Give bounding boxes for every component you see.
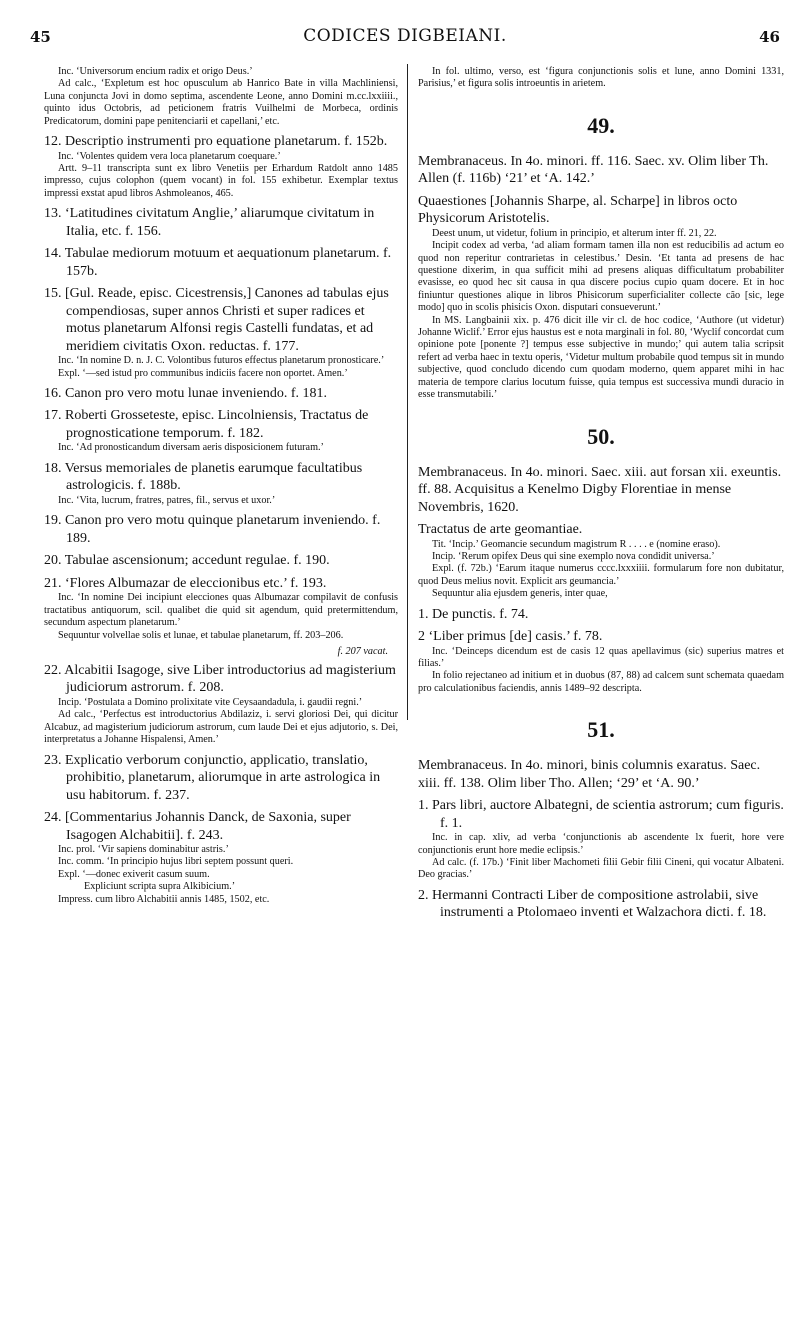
- work-title: Quaestiones [Johannis Sharpe, al. Scharpe] in libros octo Physicorum Aristotelis.: [418, 193, 738, 227]
- entry-1: 1. De punctis. f. 74.: [418, 606, 529, 622]
- entry-21: 21. ‘Flores Albumazar de eleccionibus etc.’ f. 193.: [44, 575, 327, 591]
- incipit-note: Inc. ‘Ad pronosticandum diversam aeris disposicionem futuram.’: [58, 442, 324, 454]
- incipit-note: Inc. ‘Deinceps dicendum est de casis 12 quas apellavimus (sic) superius matres et filias.’: [418, 645, 784, 669]
- entry-17: 17. Roberti Grosseteste, episc. Lincolniensis, Tractatus de prognosticatione temporum. f. 182.: [44, 408, 369, 441]
- entry-1: 1. Pars libri, auctore Albategni, de scientia astrorum; cum figuris. f. 1.: [418, 798, 784, 831]
- entry-15: 15. [Gul. Reade, episc. Cicestrensis,] Canones ad tabulas ejus compendiosas, super annos Christi et super radices et motus planetarum Alfonsi regis Castelli fundatas, et ad meridiem civitatis Oxon. reductas. f. 177.: [44, 286, 389, 354]
- incipit-note: Inc. ‘Vita, lucrum, fratres, patres, fil., servus et uxor.’: [58, 494, 276, 506]
- page-header: [30, 24, 780, 52]
- vacat-note: f. 207 vacat.: [337, 645, 388, 657]
- incipit-note: Inc. in cap. xliv, ad verba ‘conjunctionis ab ascendente lx fuerit, hore vere conjunctionis erunt hore medie eclipsis.’: [418, 832, 784, 856]
- colophon-note: Ad calc., ‘Expletum est hoc opusculum ab Hanrico Bate in villa Machliniensi, Luna conjuncta Jovi in domo septima, ascendente Leone, anno Domini m.cc.lxxiiii., quinto idus Octobris, ad peticionem fratris Vuilhelmi de Morbeca, ordinis Predicatorum, domini pape penitenciarii et capellani,’ etc.: [44, 78, 398, 127]
- incipit-note: Inc. ‘In nomine D. n. J. C. Volontibus futuros effectus planetarum pronosticare.’: [58, 355, 385, 367]
- note: Sequuntur alia ejusdem generis, inter quae,: [432, 588, 608, 600]
- incipit-note: Inc. ‘Volentes quidem vera loca planetarum coequare.’: [58, 150, 281, 162]
- right-column: [418, 66, 784, 922]
- entry-16: 16. Canon pro vero motu lunae inveniendo. f. 181.: [44, 385, 328, 401]
- incipit-note: Incipit codex ad verba, ‘ad aliam formam tamen illa non est reducibilis ad actum eo quod non reperitur contrarietas in celestibus.’ Desin. ‘Et tanta ad presens de hac questione dixerim, in qua sufficit mihi ad presens aliquas difficultatum probabiliter evasisse, eo quod hec sit causa in qua discere pocius cupio quam docere. Et in hoc finiuntur questiones alique in libros Phisicorum superficialiter collecte cão [sic, lege modo] quo in scolis phisicis Oxon. disputari consueverunt.’: [418, 240, 784, 314]
- edition-note: Impress. cum libro Alchabitii annis 1485, 1502, etc.: [58, 893, 270, 905]
- manuscript-description: Membranaceus. In 4o. minori. ff. 116. Saec. xv. Olim liber Th. Allen (f. 116b) ‘21’ et ‘A. 142.’: [418, 153, 769, 187]
- explicit-note: Expl. ‘—sed istud pro communibus indiciis facere non oportet. Amen.’: [58, 367, 348, 379]
- manuscript-description: Membranaceus. In 4o. minori, binis columnis exaratus. Saec. xiii. ff. 138. Olim liber Tho. Allen; ‘29’ et ‘A. 90.’: [418, 758, 761, 791]
- explicit-note: Expliciunt scripta supra Alkibicium.’: [84, 881, 236, 893]
- left-column: [44, 66, 398, 906]
- note: In folio rejectaneo ad initium et in duobus (87, 88) ad calcem sunt schemata quaedam pro calculationibus faciendis, annis 1489–92 descripta.: [418, 670, 784, 694]
- entry-19: 19. Canon pro vero motu quinque planetarum inveniendo. f. 189.: [44, 513, 381, 546]
- running-title: CODICES DIGBEIANI.: [303, 26, 507, 46]
- note: Deest unum, ut videtur, folium in principio, et alterum inter ff. 21, 22.: [432, 227, 717, 239]
- note: Artt. 9–11 transcripta sunt ex libro Venetiis per Erhardum Ratdolt anno 1485 impresso, cujus colophon (quem vocant) in fol. 155 exhibetur. Exemplar textus impressi exstat apud libros Ashmoleanos, 465.: [44, 162, 398, 199]
- manuscript-description: Membranaceus. In 4o. minori. Saec. xiii. aut forsan xii. exeuntis. ff. 88. Acquisitus a Kenelmo Digby Florentiae in mense Novembris, 1620.: [418, 464, 782, 515]
- entry-13: 13. ‘Latitudines civitatum Anglie,’ aliarumque civitatum in Italia, etc. f. 156.: [44, 206, 375, 239]
- entry-2: 2. Hermanni Contracti Liber de compositione astrolabii, sive instrumenti a Ptolomaeo inventi et Walzachora dicti. f. 18.: [418, 887, 767, 921]
- incipit-note: Inc. comm. ‘In principio hujus libri septem possunt queri.: [58, 856, 294, 868]
- colophon-note: Ad calc. (f. 17b.) ‘Finit liber Machometi filii Gebir filii Cineni, qui vocatur Albateni. Deo gracias.’: [418, 856, 784, 881]
- incipit-note: Incip. ‘Postulata a Domino prolixitate vite Ceysaandadula, i. gaudii regni.’: [58, 696, 363, 708]
- incipit-note: Inc. prol. ‘Vir sapiens dominabitur astris.’: [58, 844, 229, 856]
- incipit-note: Incip. ‘Rerum opifex Deus qui sine exemplo nova condidit universa.’: [432, 550, 715, 562]
- page-number-right: 46: [759, 28, 780, 46]
- title-note: Tit. ‘Incip.’ Geomancie secundum magistrum R . . . . e (nomine eraso).: [432, 538, 721, 550]
- incipit-note: Inc. ‘In nomine Dei incipiunt elecciones quas Albumazar compilavit de confusis tractatibus antiquorum, scil. qualibet die quid sit agendum, quid pretermittendum, secundum aspectum planetarum.’: [44, 592, 398, 629]
- column-divider: [407, 64, 408, 720]
- manuscript-number-51: 51.: [587, 717, 615, 743]
- entry-24: 24. [Commentarius Johannis Danck, de Saxonia, super Isagogen Alchabitii]. f. 243.: [44, 810, 351, 843]
- entry-12: 12. Descriptio instrumenti pro equatione planetarum. f. 152b.: [44, 134, 388, 150]
- note: In MS. Langbainii xix. p. 476 dicit ille vir cl. de hoc codice, ‘Authore (ut videtur) Johanne Wiclif.’ Error ejus haustus est e nota marginali in fol. 80, ‘Wyclif concordat cum opinione pote [ponente ?] tempus esse subjective in mundo;’ qui autem talia scripsit refert ad verba haec in textu operis, ‘Videtur multum probabile quod tempus sit in mundo subjective, quod concludo dicendo cum quodam moderno, quem apparet mihi in hac materia de tempore clarius locutum fuisse, quia tempus est successiva mundi duracio in esse transmutabili.’: [418, 314, 784, 401]
- entry-18: 18. Versus memoriales de planetis earumque facultatibus astrologicis. f. 188b.: [44, 460, 363, 494]
- note: Sequuntur volvellae solis et lunae, et tabulae planetarum, ff. 203–206.: [58, 629, 344, 641]
- entry-23: 23. Explicatio verborum conjunctio, applicatio, translatio, prohibitio, planetarum, aliorumque in arte astrologica in usu habitorum. f. 237.: [44, 752, 381, 803]
- manuscript-number-50: 50.: [587, 423, 615, 449]
- note: In fol. ultimo, verso, est ‘figura conjunctionis solis et lune, anno Domini 1331, Parisius,’ et figura solis introeuntis in arietem.: [418, 66, 784, 90]
- colophon-note: Ad calc., ‘Perfectus est introductorius Abdilaziz, i. servi gloriosi Dei, qui dicitur Alcabuz, ad magisterium judiciorum astrorum, cum laude Dei et ejus adjutorio, s. Dei, interpretatus a Johanne Hispalensi, Amen.’: [44, 709, 398, 746]
- entry-22: 22. Alcabitii Isagoge, sive Liber introductorius ad magisterium judiciorum astrorum. f. 208.: [44, 662, 396, 696]
- incipit-note: Inc. ‘Universorum encium radix et origo Deus.’: [58, 66, 253, 77]
- entry-2: 2 ‘Liber primus [de] casis.’ f. 78.: [418, 629, 603, 645]
- entry-20: 20. Tabulae ascensionum; accedunt regulae. f. 190.: [44, 553, 330, 569]
- entry-14: 14. Tabulae mediorum motuum et aequationum planetarum. f. 157b.: [44, 246, 392, 279]
- explicit-note: Expl. (f. 72b.) ‘Earum itaque numerus cccc.lxxxiiii. formularum fore non dubitatur, quod Deus melius novit. Explicit ars geumancia.’: [418, 563, 784, 587]
- manuscript-number-49: 49.: [587, 112, 615, 138]
- explicit-note: Expl. ‘—donec exiverit casum suum.: [58, 868, 210, 880]
- work-title: Tractatus de arte geomantiae.: [418, 522, 583, 537]
- page-number-left: 45: [30, 28, 51, 46]
